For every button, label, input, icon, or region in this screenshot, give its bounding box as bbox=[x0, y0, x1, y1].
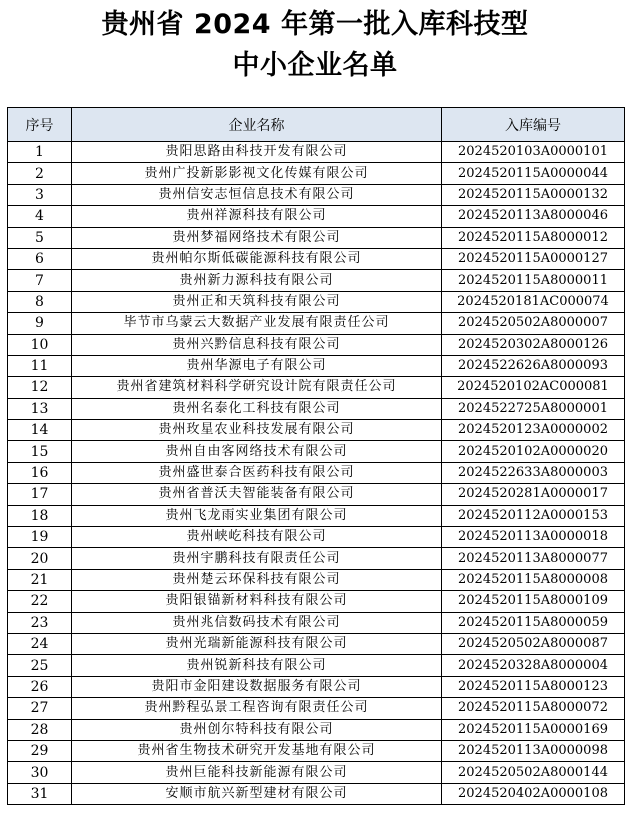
cell-seq: 28 bbox=[8, 719, 72, 740]
cell-code: 2024520115A8000011 bbox=[442, 270, 625, 291]
cell-name: 贵州宇鹏科技有限责任公司 bbox=[72, 548, 442, 569]
cell-code: 2024520123A0000002 bbox=[442, 420, 625, 441]
cell-name: 贵州兆信数码技术有限公司 bbox=[72, 612, 442, 633]
cell-code: 2024520115A0000169 bbox=[442, 719, 625, 740]
cell-seq: 29 bbox=[8, 740, 72, 761]
cell-seq: 16 bbox=[8, 462, 72, 483]
table-row bbox=[8, 355, 625, 376]
table-row bbox=[8, 740, 625, 761]
table-row bbox=[8, 142, 625, 163]
table-row bbox=[8, 655, 625, 676]
table-row bbox=[8, 206, 625, 227]
cell-name: 贵阳市金阳建设数据服务有限公司 bbox=[72, 676, 442, 697]
cell-seq: 2 bbox=[8, 163, 72, 184]
cell-name: 贵州省建筑材料科学研究设计院有限责任公司 bbox=[72, 377, 442, 398]
table-row bbox=[8, 676, 625, 697]
table-header bbox=[8, 108, 625, 142]
cell-seq: 13 bbox=[8, 398, 72, 419]
cell-code: 2024520113A0000018 bbox=[442, 527, 625, 548]
table-row bbox=[8, 377, 625, 398]
cell-seq: 11 bbox=[8, 355, 72, 376]
table-row bbox=[8, 548, 625, 569]
page-title-line-1: 贵州省 2024 年第一批入库科技型 bbox=[101, 9, 529, 40]
cell-seq: 20 bbox=[8, 548, 72, 569]
cell-name: 贵阳银锚新材料科技有限公司 bbox=[72, 591, 442, 612]
table-row bbox=[8, 184, 625, 205]
enterprise-table bbox=[7, 107, 625, 805]
table-row bbox=[8, 633, 625, 654]
cell-code: 2024520115A0000127 bbox=[442, 248, 625, 269]
cell-name: 贵州华源电子有限公司 bbox=[72, 355, 442, 376]
cell-seq: 1 bbox=[8, 142, 72, 163]
table-row bbox=[8, 227, 625, 248]
cell-code: 2024520402A0000108 bbox=[442, 783, 625, 804]
cell-name: 贵州自由客网络技术有限公司 bbox=[72, 441, 442, 462]
cell-seq: 3 bbox=[8, 184, 72, 205]
cell-name: 贵州帕尔斯低碳能源科技有限公司 bbox=[72, 248, 442, 269]
cell-name: 贵州巨能科技新能源有限公司 bbox=[72, 762, 442, 783]
cell-code: 2024520115A8000109 bbox=[442, 591, 625, 612]
cell-seq: 30 bbox=[8, 762, 72, 783]
cell-seq: 19 bbox=[8, 527, 72, 548]
cell-name: 贵州飞龙雨实业集团有限公司 bbox=[72, 505, 442, 526]
cell-seq: 8 bbox=[8, 291, 72, 312]
cell-seq: 27 bbox=[8, 698, 72, 719]
table-row bbox=[8, 612, 625, 633]
table-row bbox=[8, 462, 625, 483]
header-row bbox=[8, 108, 625, 142]
cell-code: 2024520115A0000132 bbox=[442, 184, 625, 205]
cell-name: 贵州省生物技术研究开发基地有限公司 bbox=[72, 740, 442, 761]
cell-code: 2024520115A8000072 bbox=[442, 698, 625, 719]
cell-name: 贵州玫星农业科技发展有限公司 bbox=[72, 420, 442, 441]
table-body bbox=[8, 142, 625, 805]
cell-code: 2024520115A8000008 bbox=[442, 569, 625, 590]
cell-code: 2024520103A0000101 bbox=[442, 142, 625, 163]
cell-seq: 4 bbox=[8, 206, 72, 227]
cell-seq: 23 bbox=[8, 612, 72, 633]
table-row bbox=[8, 270, 625, 291]
table-row bbox=[8, 248, 625, 269]
cell-name: 安顺市航兴新型建材有限公司 bbox=[72, 783, 442, 804]
cell-seq: 26 bbox=[8, 676, 72, 697]
cell-name: 贵州祥源科技有限公司 bbox=[72, 206, 442, 227]
cell-code: 2024520281A0000017 bbox=[442, 484, 625, 505]
cell-name: 贵州峡屹科技有限公司 bbox=[72, 527, 442, 548]
table-row bbox=[8, 398, 625, 419]
cell-name: 贵阳思路由科技开发有限公司 bbox=[72, 142, 442, 163]
table-row bbox=[8, 783, 625, 804]
cell-name: 贵州信安志恒信息技术有限公司 bbox=[72, 184, 442, 205]
header-name: 企业名称 bbox=[72, 108, 442, 142]
cell-name: 贵州楚云环保科技有限公司 bbox=[72, 569, 442, 590]
cell-seq: 18 bbox=[8, 505, 72, 526]
cell-seq: 7 bbox=[8, 270, 72, 291]
cell-code: 2024520502A8000144 bbox=[442, 762, 625, 783]
cell-seq: 5 bbox=[8, 227, 72, 248]
cell-seq: 9 bbox=[8, 313, 72, 334]
cell-code: 2024520302A8000126 bbox=[442, 334, 625, 355]
table-row bbox=[8, 762, 625, 783]
cell-name: 贵州名泰化工科技有限公司 bbox=[72, 398, 442, 419]
cell-seq: 6 bbox=[8, 248, 72, 269]
cell-code: 2024522633A8000003 bbox=[442, 462, 625, 483]
table-row bbox=[8, 420, 625, 441]
table-row bbox=[8, 698, 625, 719]
cell-name: 贵州光瑞新能源科技有限公司 bbox=[72, 633, 442, 654]
cell-seq: 17 bbox=[8, 484, 72, 505]
cell-seq: 31 bbox=[8, 783, 72, 804]
cell-code: 2024520115A8000059 bbox=[442, 612, 625, 633]
cell-seq: 15 bbox=[8, 441, 72, 462]
cell-seq: 25 bbox=[8, 655, 72, 676]
table-row bbox=[8, 334, 625, 355]
cell-code: 2024520113A8000077 bbox=[442, 548, 625, 569]
header-code: 入库编号 bbox=[442, 108, 625, 142]
table-row bbox=[8, 484, 625, 505]
cell-code: 2024520502A8000007 bbox=[442, 313, 625, 334]
cell-code: 2024520502A8000087 bbox=[442, 633, 625, 654]
cell-seq: 24 bbox=[8, 633, 72, 654]
cell-code: 2024520115A8000123 bbox=[442, 676, 625, 697]
cell-name: 贵州创尔特科技有限公司 bbox=[72, 719, 442, 740]
cell-seq: 21 bbox=[8, 569, 72, 590]
page-title-line-2: 中小企业名单 bbox=[232, 50, 398, 81]
cell-code: 2024520113A0000098 bbox=[442, 740, 625, 761]
cell-name: 贵州盛世泰合医药科技有限公司 bbox=[72, 462, 442, 483]
cell-name: 贵州省普沃夫智能装备有限公司 bbox=[72, 484, 442, 505]
table-row bbox=[8, 291, 625, 312]
cell-code: 2024520102A0000020 bbox=[442, 441, 625, 462]
cell-name: 贵州兴黔信息科技有限公司 bbox=[72, 334, 442, 355]
cell-name: 毕节市乌蒙云大数据产业发展有限责任公司 bbox=[72, 313, 442, 334]
header-seq: 序号 bbox=[8, 108, 72, 142]
cell-name: 贵州广投新影影视文化传媒有限公司 bbox=[72, 163, 442, 184]
cell-code: 2024520328A8000004 bbox=[442, 655, 625, 676]
table-row bbox=[8, 527, 625, 548]
cell-seq: 12 bbox=[8, 377, 72, 398]
table-row bbox=[8, 719, 625, 740]
cell-seq: 10 bbox=[8, 334, 72, 355]
cell-code: 2024520115A0000044 bbox=[442, 163, 625, 184]
cell-code: 2024520113A8000046 bbox=[442, 206, 625, 227]
cell-code: 2024520181AC000074 bbox=[442, 291, 625, 312]
cell-code: 2024522626A8000093 bbox=[442, 355, 625, 376]
table-row bbox=[8, 163, 625, 184]
cell-name: 贵州锐新科技有限公司 bbox=[72, 655, 442, 676]
cell-name: 贵州新力源科技有限公司 bbox=[72, 270, 442, 291]
cell-code: 2024522725A8000001 bbox=[442, 398, 625, 419]
table-row bbox=[8, 441, 625, 462]
cell-code: 2024520115A8000012 bbox=[442, 227, 625, 248]
cell-code: 2024520102AC000081 bbox=[442, 377, 625, 398]
cell-code: 2024520112A0000153 bbox=[442, 505, 625, 526]
cell-seq: 22 bbox=[8, 591, 72, 612]
cell-name: 贵州正和天筑科技有限公司 bbox=[72, 291, 442, 312]
cell-seq: 14 bbox=[8, 420, 72, 441]
table-row bbox=[8, 569, 625, 590]
cell-name: 贵州梦福网络技术有限公司 bbox=[72, 227, 442, 248]
table-row bbox=[8, 313, 625, 334]
table-row bbox=[8, 591, 625, 612]
cell-name: 贵州黔程弘景工程咨询有限责任公司 bbox=[72, 698, 442, 719]
table-row bbox=[8, 505, 625, 526]
